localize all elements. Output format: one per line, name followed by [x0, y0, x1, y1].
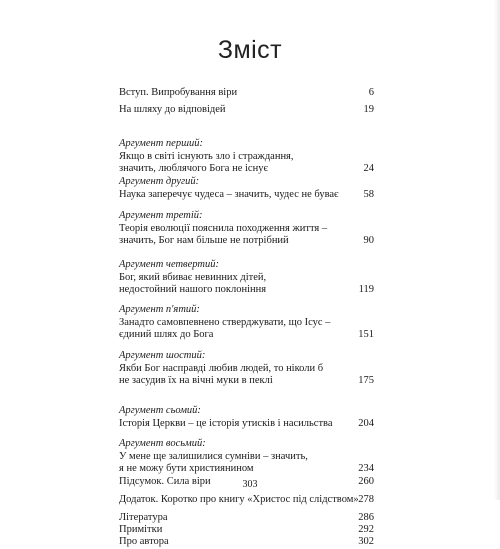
toc-entry-line: Занадто самовпевнено стверджувати, що Ісус –	[119, 316, 331, 328]
toc-entry-label: Аргумент восьмий:	[119, 438, 206, 449]
toc-entry-line: єдиний шлях до Бога	[119, 329, 214, 340]
toc-entry-text	[119, 405, 344, 430]
toc-entry-line: значить, Бог нам більше не потрібний	[119, 235, 289, 246]
toc-entry-page: 24	[363, 163, 374, 174]
toc-entry-page: 58	[363, 188, 374, 200]
toc-entry-page: 151	[358, 329, 374, 340]
toc-entry-page: 292	[358, 524, 374, 535]
toc-entry-page: 302	[358, 536, 374, 547]
toc-entry-text	[119, 104, 344, 117]
page-edge-shadow	[494, 0, 500, 500]
toc-entry-page: 260	[358, 476, 374, 487]
toc-entry-label: Аргумент четвертий:	[119, 259, 219, 270]
toc-entry-page: 278	[358, 494, 374, 505]
page-number: 303	[242, 479, 258, 490]
toc-entry-text	[119, 536, 344, 549]
toc-entry-page: 119	[358, 284, 374, 295]
toc-entry-text	[119, 176, 344, 201]
toc-entry-page: 6	[368, 87, 374, 98]
toc-entry-line: Підсумок. Сила віри	[119, 476, 211, 487]
toc-entry-label: Аргумент сьомий:	[119, 405, 201, 416]
page-title: Зміст	[217, 36, 283, 64]
toc-entry-label: Аргумент перший:	[119, 138, 204, 149]
toc-entry-line: Примітки	[119, 524, 163, 535]
toc-entry-page: 175	[358, 375, 374, 386]
toc-entry-line: Наука заперечує чудеса – значить, чудес не буває	[119, 188, 339, 200]
toc-entry-label: Аргумент другий:	[119, 176, 200, 187]
toc-entry-line: Якщо в світі існують зло і страждання,	[119, 150, 294, 162]
toc-entry-text	[119, 350, 344, 388]
toc-entry-text	[119, 138, 344, 176]
toc-entry-page: 234	[358, 463, 374, 474]
toc-entry-page: 90	[363, 235, 374, 246]
toc-entry-line: значить, люблячого Бога не існує	[119, 163, 268, 174]
toc-entry-text	[119, 438, 344, 476]
toc-entry-label: Аргумент шостий:	[119, 350, 206, 361]
toc-entry-line: На шляху до відповідей	[119, 104, 226, 115]
toc-entry-line: Додаток. Коротко про книгу «Христос під слідством»	[119, 494, 359, 505]
toc-entry-label: Аргумент п'ятий:	[119, 304, 200, 315]
toc-entry-line: не засудив їх на вічні муки в пеклі	[119, 375, 273, 386]
toc-entry-line: У мене ще залишилися сумніви – значить,	[119, 450, 308, 462]
toc-entry-page: 204	[358, 417, 374, 429]
toc-entry-page: 19	[363, 104, 374, 115]
toc-entry-line: Бог, який вбиває невинних дітей,	[119, 271, 267, 283]
toc-entry-text	[119, 304, 344, 342]
toc-entry-page: 286	[358, 512, 374, 523]
toc-entry-line: я не можу бути християнином	[119, 463, 254, 474]
toc-entry-line: Якби Бог насправді любив людей, то ніколи б	[119, 362, 324, 374]
toc-entry-text	[119, 512, 344, 525]
toc-entry-text	[119, 210, 344, 248]
toc-entry-label: Аргумент третій:	[119, 210, 203, 221]
toc-entry-text	[119, 524, 344, 537]
toc-entry-line: Про автора	[119, 536, 169, 547]
toc-entry-line: Література	[119, 512, 168, 523]
toc-entry-text	[119, 87, 344, 100]
toc-entry-line: недостойний нашого поклоніння	[119, 284, 267, 295]
toc-entry-line: Вступ. Випробування віри	[119, 87, 238, 98]
toc-entry-line: Історія Церкви – це історія утисків і насильства	[119, 417, 333, 429]
toc-entry-text	[119, 494, 359, 507]
toc-entry-text	[119, 259, 344, 297]
toc-entry-line: Теорія еволюції пояснила походження життя –	[119, 222, 328, 234]
